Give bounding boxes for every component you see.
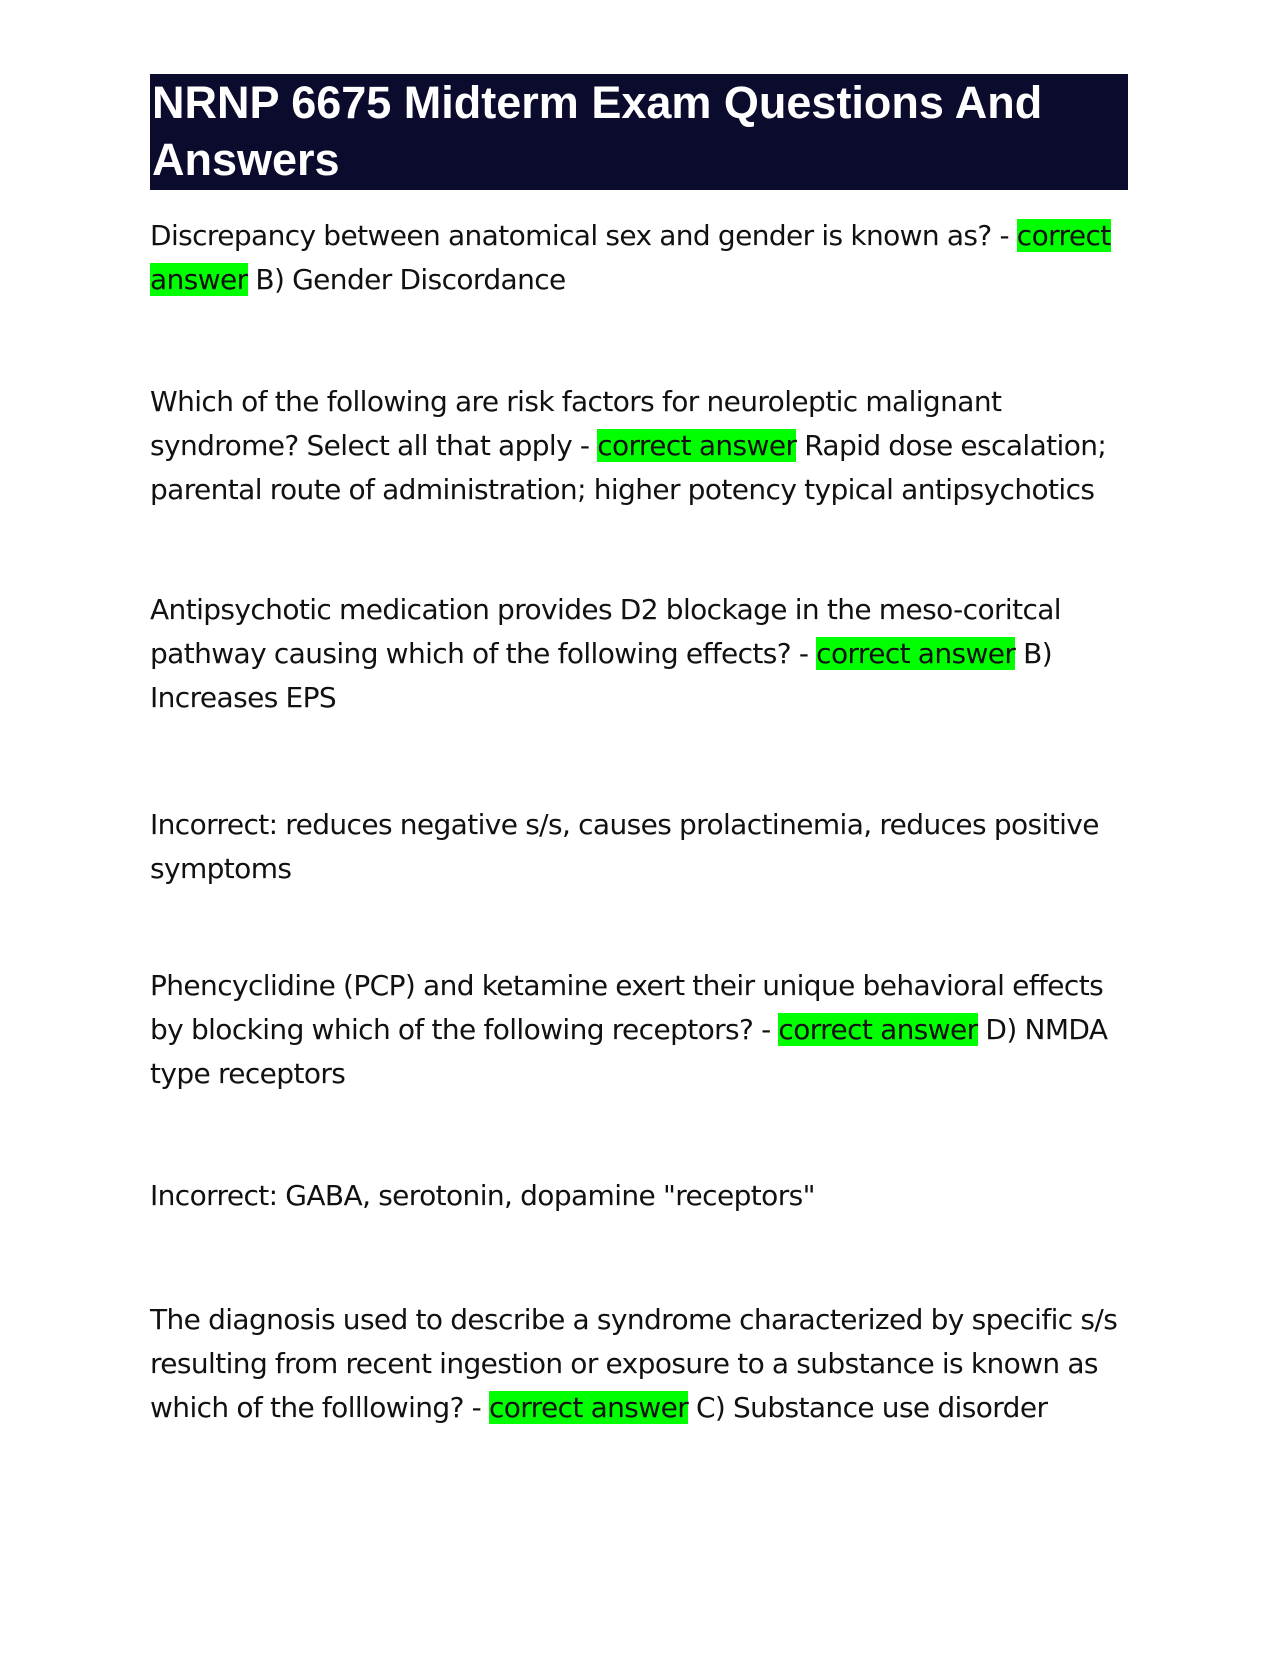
question-text: Antipsychotic medication provides D2 blockage in the meso-coritcal pathway causing which of the following effects? - <box>150 593 1061 670</box>
qa-item-1 <box>150 214 1135 302</box>
qa-item-5 <box>150 1298 1135 1430</box>
answer-text: C) Substance use disorder <box>695 1391 1048 1424</box>
qa-item-3 <box>150 588 1135 720</box>
note-text: Incorrect: reduces negative s/s, causes prolactinemia, reduces positive symptoms <box>150 808 1099 885</box>
answer-text: B) Gender Discordance <box>255 263 566 296</box>
correct-answer-highlight: correct answer <box>597 429 797 462</box>
incorrect-note-1 <box>150 803 1135 891</box>
document-title: NRNP 6675 Midterm Exam Questions And Answers <box>150 74 1128 190</box>
correct-answer-highlight: correct answer <box>150 219 1111 296</box>
correct-answer-highlight: correct answer <box>778 1013 978 1046</box>
question-text: Phencyclidine (PCP) and ketamine exert their unique behavioral effects by blocking which of the following receptors? - <box>150 969 1104 1046</box>
qa-item-2 <box>150 380 1135 512</box>
correct-answer-highlight: correct answer <box>488 1391 689 1424</box>
question-text: The diagnosis used to describe a syndrome characterized by specific s/s resulting from recent ingestion or exposure to a substance is known as which of the folllowing? - <box>150 1303 1118 1424</box>
question-text: Discrepancy between anatomical sex and gender is known as? - <box>150 219 1017 252</box>
answer-text: D) NMDA type receptors <box>150 1013 1108 1090</box>
question-text: Which of the following are risk factors for neuroleptic malignant syndrome? Select all that apply - <box>150 385 1002 462</box>
incorrect-note-2 <box>150 1174 1135 1218</box>
answer-text: Rapid dose escalation; parental route of administration; higher potency typical antipsychotics <box>150 429 1107 506</box>
answer-text: B) Increases EPS <box>150 637 1053 714</box>
note-text: Incorrect: GABA, serotonin, dopamine "receptors" <box>150 1179 815 1212</box>
correct-answer-highlight: correct answer <box>816 637 1016 670</box>
qa-item-4 <box>150 964 1135 1096</box>
